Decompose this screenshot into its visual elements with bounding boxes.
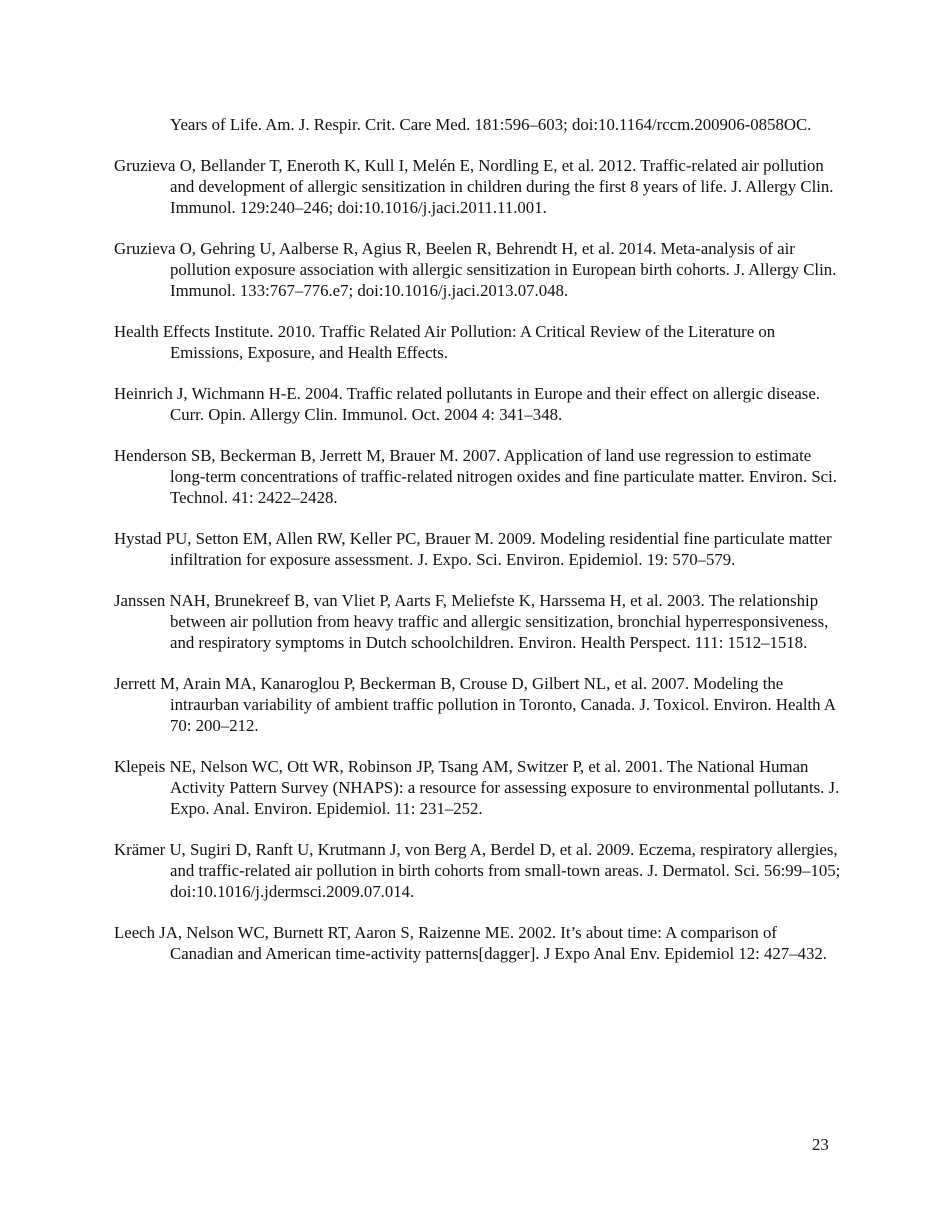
- reference-entry: Leech JA, Nelson WC, Burnett RT, Aaron S, Raizenne ME. 2002. It’s about time: A comparison of Canadian and American time-activity patterns[dagger]. J Expo Anal Env. Epidemiol 12: 427–432.: [114, 923, 827, 963]
- reference-entry: Jerrett M, Arain MA, Kanaroglou P, Beckerman B, Crouse D, Gilbert NL, et al. 2007. Modeling the intraurban variability of ambient traffic pollution in Toronto, Canada. J. Toxicol. Environ. Health A 70: 200–212.: [114, 674, 836, 735]
- reference-entry: Janssen NAH, Brunekreef B, van Vliet P, Aarts F, Meliefste K, Harssema H, et al. 2003. The relationship between air pollution from heavy traffic and allergic sensitization, bronchial hyperresponsiveness, and respiratory symptoms in Dutch schoolchildren. Environ. Health Perspect. 111: 1512–1518.: [114, 591, 829, 652]
- reference-entry: Health Effects Institute. 2010. Traffic Related Air Pollution: A Critical Review of the Literature on Emissions, Exposure, and Health Effects.: [114, 322, 776, 362]
- reference-entry: Gruzieva O, Bellander T, Eneroth K, Kull I, Melén E, Nordling E, et al. 2012. Traffic-related air pollution and development of allergic sensitization in children during the first 8 years of life. J. Allergy Clin. Immunol. 129:240–246; doi:10.1016/j.jaci.2011.11.001.: [114, 156, 834, 217]
- reference-entry: Heinrich J, Wichmann H-E. 2004. Traffic related pollutants in Europe and their effect on allergic disease. Curr. Opin. Allergy Clin. Immunol. Oct. 2004 4: 341–348.: [114, 384, 820, 424]
- reference-entry: Klepeis NE, Nelson WC, Ott WR, Robinson JP, Tsang AM, Switzer P, et al. 2001. The National Human Activity Pattern Survey (NHAPS): a resource for assessing exposure to environmental pollutants. J. Expo. Anal. Environ. Epidemiol. 11: 231–252.: [114, 757, 840, 818]
- reference-entry: Hystad PU, Setton EM, Allen RW, Keller PC, Brauer M. 2009. Modeling residential fine particulate matter infiltration for exposure assessment. J. Expo. Sci. Environ. Epidemiol. 19: 570–579.: [114, 529, 832, 569]
- page-number: 23: [812, 1135, 829, 1154]
- reference-entry-continued: Years of Life. Am. J. Respir. Crit. Care Med. 181:596–603; doi:10.1164/rccm.200906-0858OC.: [170, 115, 812, 134]
- reference-entry: Henderson SB, Beckerman B, Jerrett M, Brauer M. 2007. Application of land use regression to estimate long-term concentrations of traffic-related nitrogen oxides and fine particulate matter. Environ. Sci. Technol. 41: 2422–2428.: [114, 446, 837, 507]
- reference-entry: Krämer U, Sugiri D, Ranft U, Krutmann J, von Berg A, Berdel D, et al. 2009. Eczema, respiratory allergies, and traffic-related air pollution in birth cohorts from small-town areas. J. Dermatol. Sci. 56:99–105; doi:10.1016/j.jdermsci.2009.07.014.: [114, 840, 841, 901]
- reference-list: [114, 114, 844, 984]
- reference-entry: Gruzieva O, Gehring U, Aalberse R, Agius R, Beelen R, Behrendt H, et al. 2014. Meta-analysis of air pollution exposure association with allergic sensitization in European birth cohorts. J. Allergy Clin. Immunol. 133:767–776.e7; doi:10.1016/j.jaci.2013.07.048.: [114, 239, 837, 300]
